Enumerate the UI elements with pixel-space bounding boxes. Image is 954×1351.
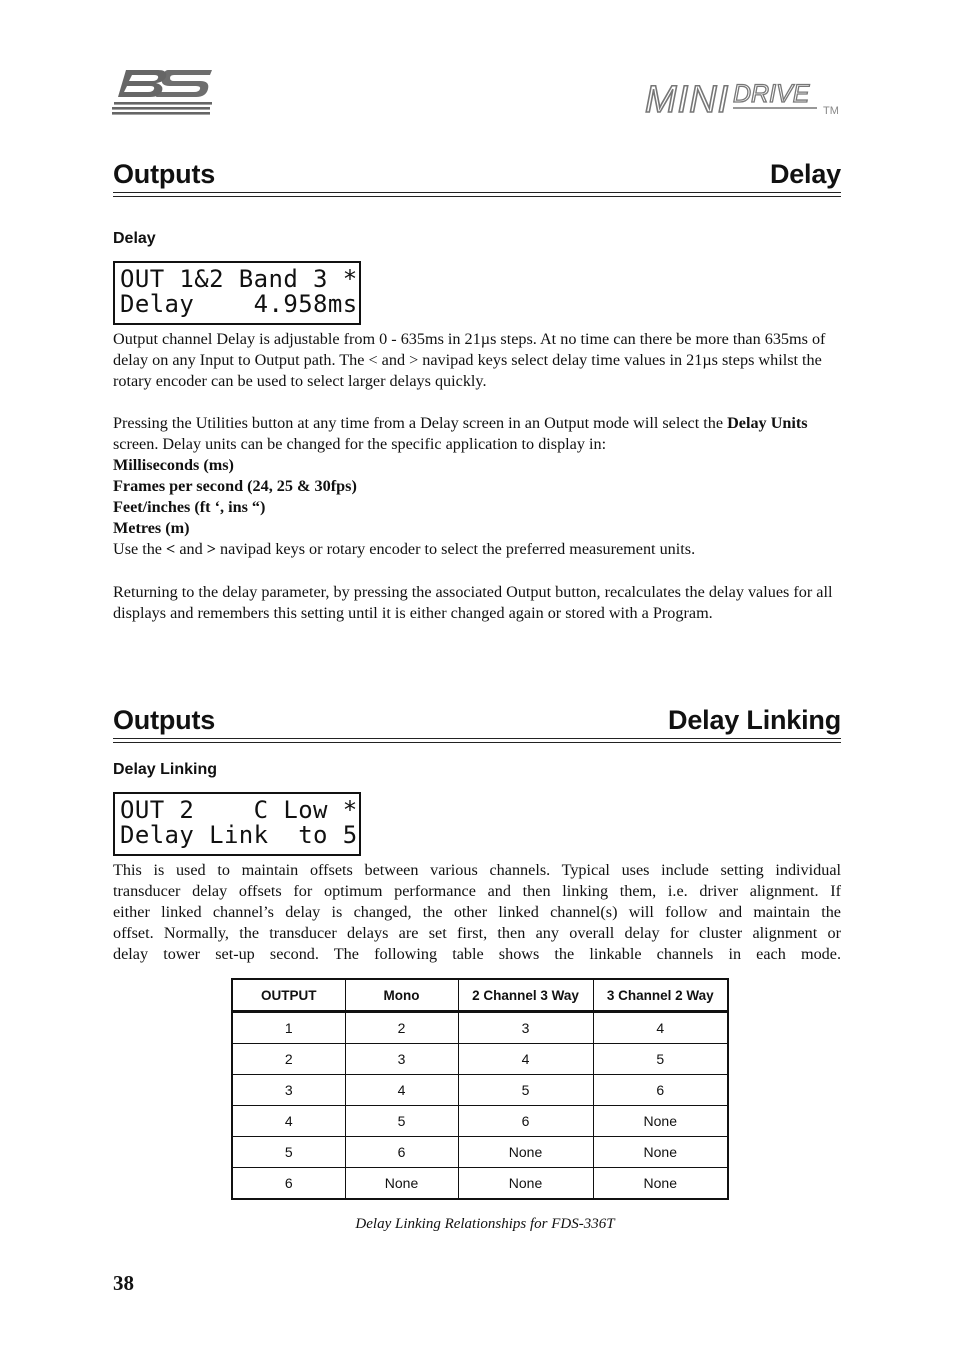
bss-logo-text: BSS: [112, 68, 114, 69]
unit-fps: Frames per second (24, 25 & 30fps): [113, 477, 357, 495]
table-row: [232, 1168, 728, 1200]
bold-delay-units: Delay Units: [727, 414, 808, 432]
bss-logo: [112, 68, 216, 116]
table-cell: 5: [593, 1044, 728, 1075]
text-span: Pressing the Utilities button at any time from a Delay screen in an Output mode will select the: [113, 414, 728, 432]
column-header-mono: Mono: [345, 979, 458, 1012]
para-line: delay tower set-up second. The following table shows the linkable channels in each mode.: [113, 945, 841, 963]
table-row: [232, 1044, 728, 1075]
unit-item: [113, 476, 841, 497]
section-title-left: Outputs: [113, 705, 216, 735]
table-cell: 4: [458, 1044, 593, 1075]
column-header-3ch2way: 3 Channel 2 Way: [593, 979, 728, 1012]
table-cell: None: [458, 1137, 593, 1168]
section-header-delay-linking: [113, 704, 841, 739]
para-line: either linked channel’s delay is changed, the other linked channel(s) will follow and maintain the: [113, 903, 841, 921]
table-cell: 6: [593, 1075, 728, 1106]
table-row: [232, 1075, 728, 1106]
table-cell: None: [458, 1168, 593, 1200]
lcd-line-1: OUT 1&2 Band 3 *: [120, 265, 358, 293]
table-cell: 6: [232, 1168, 345, 1200]
table-cell: None: [593, 1106, 728, 1137]
table-cell: 6: [345, 1137, 458, 1168]
table-cell: 5: [232, 1137, 345, 1168]
paragraph-delay-range: Output channel Delay is adjustable from 0 - 635ms in 21µs steps. At no time can there be more than 635ms of delay on any Input to Output path. The < and > navipad keys select delay time values in 21µs steps whilst the rotary encoder can be used to select larger delays quickly.: [113, 330, 826, 390]
lcd-line-1: OUT 2 C Low *: [120, 796, 358, 824]
para-line: offset. Normally, the transducer delays are set first, then any overall delay for cluster alignment or: [113, 924, 841, 942]
key-greater: >: [206, 540, 216, 558]
unit-feet: Feet/inches (ft ‘, ins “): [113, 498, 266, 516]
text-span: navipad keys or rotary encoder to select the preferred measurement units.: [215, 540, 696, 558]
lcd-display-delay: [113, 261, 361, 325]
delay-return-description: [113, 582, 841, 624]
table-header-row: [232, 979, 728, 1012]
table-cell: 5: [458, 1075, 593, 1106]
para-line: This is used to maintain offsets between various channels. Typical uses include setting individual: [113, 861, 841, 879]
subheading-delay-linking: Delay Linking: [113, 761, 218, 778]
page-number: 38: [113, 1271, 134, 1295]
table-row: [232, 1137, 728, 1168]
table-cell: None: [593, 1168, 728, 1200]
unit-metres: Metres (m): [113, 519, 190, 537]
delay-linking-table: [231, 978, 729, 1200]
column-header-2ch3way: 2 Channel 3 Way: [458, 979, 593, 1012]
key-less: <: [166, 540, 176, 558]
unit-item: [113, 455, 841, 476]
section-title-left: Outputs: [113, 159, 216, 189]
section-title-right: Delay Linking: [668, 705, 841, 735]
text-span: screen. Delay units can be changed for the specific application to display in:: [113, 435, 607, 453]
table-cell: 1: [232, 1012, 345, 1044]
table-cell: 4: [232, 1106, 345, 1137]
table-row: [232, 1012, 728, 1044]
section-header-delay: [113, 158, 841, 193]
paragraph-return: Returning to the delay parameter, by pressing the associated Output button, recalculates the delay values for all displays and remembers this setting until it is either changed again or stored with a Program.: [113, 583, 833, 622]
paragraph-delay-units: [113, 413, 841, 455]
table-cell: 2: [232, 1044, 345, 1075]
minidrive-logo: [645, 78, 845, 118]
table-cell: 3: [232, 1075, 345, 1106]
table-row: [232, 1106, 728, 1137]
text-span: Use the: [113, 540, 167, 558]
table-cell: 5: [345, 1106, 458, 1137]
delay-units-description: [113, 413, 841, 560]
table-cell: 2: [345, 1012, 458, 1044]
table-caption: Delay Linking Relationships for FDS-336T: [355, 1216, 615, 1232]
table-cell: 4: [345, 1075, 458, 1106]
lcd-line-2: Delay Link to 5: [120, 821, 358, 849]
para-line: transducer delay offsets for optimum performance and then linking them, i.e. driver alignment. If: [113, 882, 841, 900]
table-cell: 3: [345, 1044, 458, 1075]
svg-text:MINI: MINI: [645, 79, 730, 118]
delay-linking-description: [113, 860, 841, 965]
delay-description: [113, 329, 841, 392]
table-cell: None: [345, 1168, 458, 1200]
unit-ms: Milliseconds (ms): [113, 456, 234, 474]
unit-item: [113, 497, 841, 518]
table-cell: 3: [458, 1012, 593, 1044]
unit-item: [113, 518, 841, 539]
column-header-output: OUTPUT: [232, 979, 345, 1012]
lcd-display-delay-link: [113, 792, 361, 856]
paragraph-navipad: [113, 539, 841, 560]
subheading-delay: Delay: [113, 230, 156, 247]
table-cell: None: [593, 1137, 728, 1168]
table-cell: 6: [458, 1106, 593, 1137]
svg-text:DRIVE: DRIVE: [733, 80, 810, 108]
table-cell: 4: [593, 1012, 728, 1044]
text-span: and: [175, 540, 207, 558]
lcd-line-2: Delay 4.958ms: [120, 290, 358, 318]
svg-text:TM: TM: [823, 105, 839, 117]
section-title-right: Delay: [769, 159, 841, 189]
